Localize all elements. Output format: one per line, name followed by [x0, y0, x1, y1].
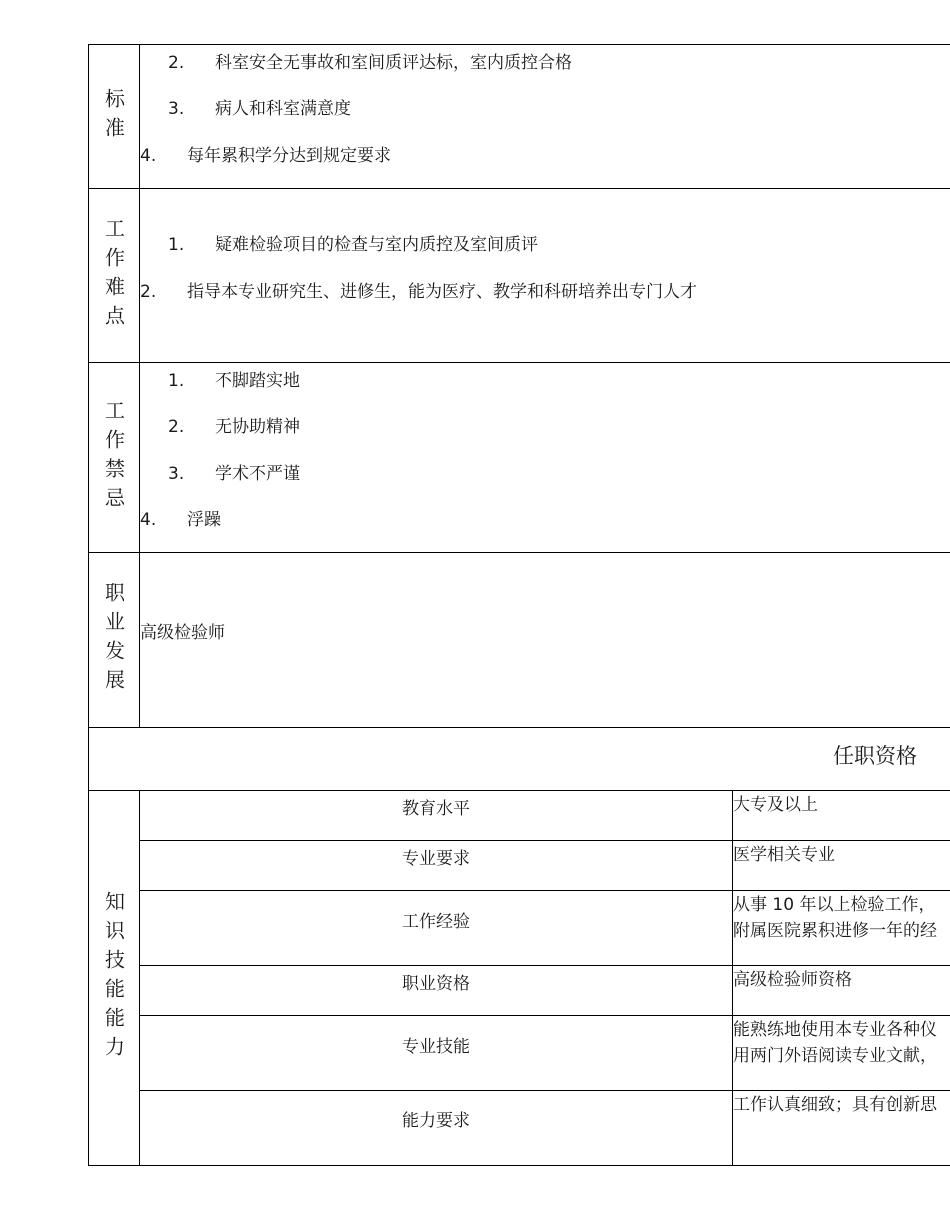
qualification-value: 能熟练地使用本专业各种仪 用两门外语阅读专业文献， — [733, 1020, 937, 1066]
section-label-taboos: 工作禁忌 — [101, 399, 126, 516]
list-item: 4. 浮躁 — [140, 510, 221, 530]
qualification-label: 专业要求 — [402, 849, 470, 869]
section-label-difficulties: 工作难点 — [101, 217, 126, 334]
qualification-label: 专业技能 — [402, 1037, 470, 1057]
rule — [88, 790, 950, 791]
qualification-label: 教育水平 — [402, 799, 470, 819]
rule — [88, 1165, 950, 1166]
list-item: 2. 无协助精神 — [168, 417, 300, 437]
career-path-text: 高级检验师 — [140, 623, 225, 643]
rule — [139, 890, 950, 891]
rule — [88, 362, 950, 363]
rule — [139, 1015, 950, 1016]
qualifications-group-label: 知识技能能力 — [101, 891, 126, 1065]
qualification-label: 工作经验 — [402, 912, 470, 932]
rule — [88, 727, 950, 728]
rule — [139, 1090, 950, 1091]
list-item: 1. 不脚踏实地 — [168, 371, 300, 391]
qualifications-title: 任职资格 — [833, 744, 917, 768]
qualification-value: 工作认真细致；具有创新思 — [733, 1095, 937, 1115]
qualification-value: 大专及以上 — [733, 795, 818, 815]
list-item: 2. 科室安全无事故和室间质评达标，室内质控合格 — [168, 53, 572, 73]
rule — [88, 552, 950, 553]
qualification-label: 能力要求 — [402, 1111, 470, 1131]
qualification-value: 高级检验师资格 — [733, 970, 852, 990]
list-item: 4. 每年累积学分达到规定要求 — [140, 146, 391, 166]
rule — [139, 965, 950, 966]
section-label-standard: 标准 — [101, 87, 126, 146]
list-item: 3. 学术不严谨 — [168, 464, 300, 484]
qualification-label: 职业资格 — [402, 974, 470, 994]
list-item: 3. 病人和科室满意度 — [168, 99, 351, 119]
qualification-value: 医学相关专业 — [733, 845, 835, 865]
qualification-value: 从事 10 年以上检验工作， 附属医院累积进修一年的经 — [733, 895, 937, 941]
section-label-career: 职业发展 — [101, 582, 126, 698]
list-item: 2. 指导本专业研究生、进修生，能为医疗、教学和科研培养出专门人才 — [140, 282, 697, 302]
rule — [139, 840, 950, 841]
list-item: 1. 疑难检验项目的检查与室内质控及室间质评 — [168, 235, 538, 255]
rule — [88, 188, 950, 189]
rule — [88, 44, 950, 45]
